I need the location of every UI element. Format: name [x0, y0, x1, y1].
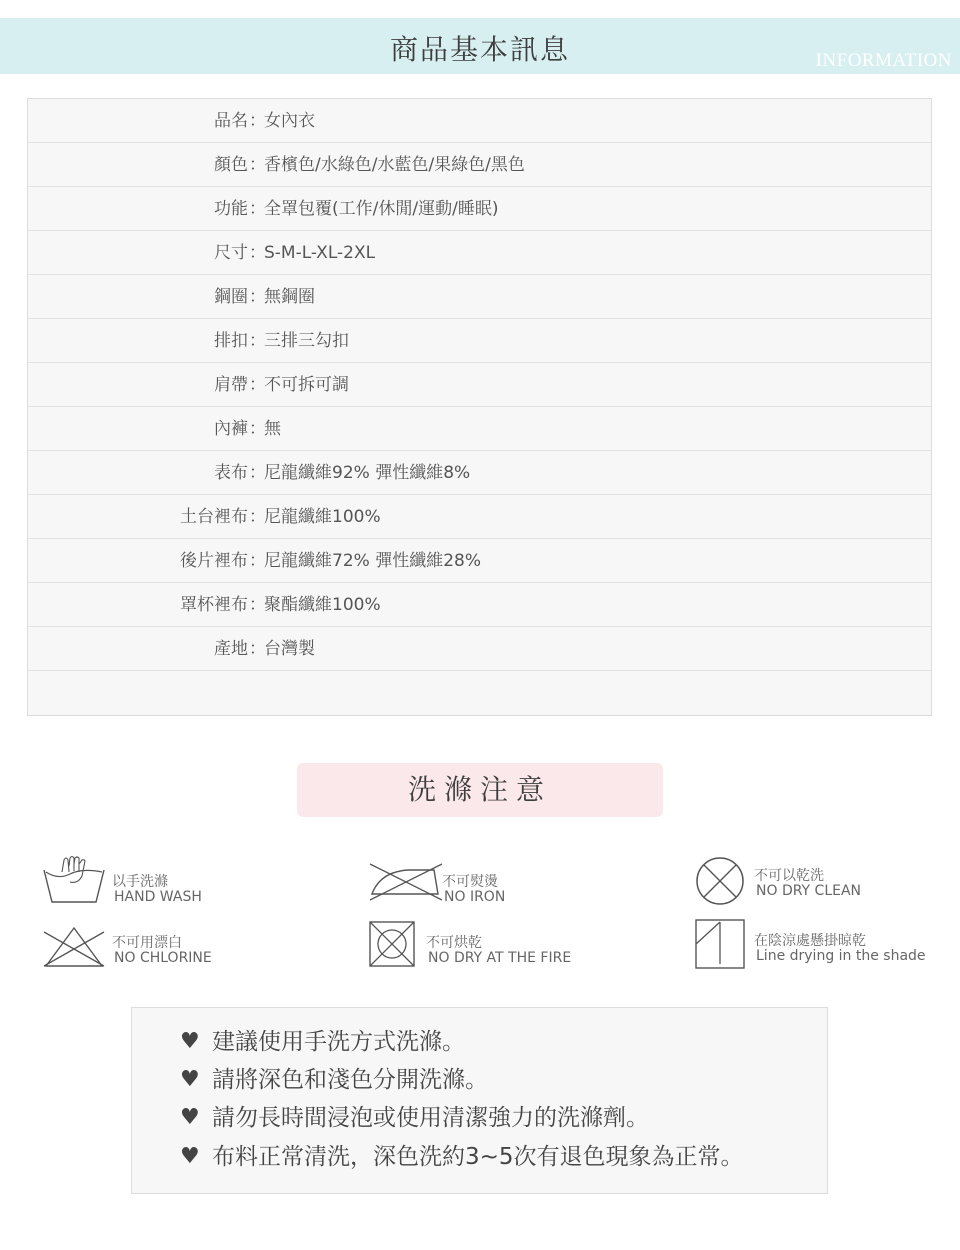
info-colon: ： [249, 507, 266, 527]
info-value: 無鋼圈 [264, 287, 315, 307]
info-value: 女內衣 [264, 111, 315, 131]
info-label: 顏色 [214, 155, 248, 175]
info-colon: ： [249, 551, 266, 571]
care-label-en: NO CHLORINE [114, 950, 212, 966]
care-label-en: NO DRY AT THE FIRE [428, 950, 572, 966]
note-text: 布料正常清洗，深色洗約3~5次有退色現象為正常。 [212, 1144, 744, 1170]
care-no-tumble-dry [368, 920, 588, 970]
info-label: 後片裡布 [180, 551, 248, 571]
info-value: 聚酯纖維100% [264, 595, 381, 615]
info-row-name [28, 99, 931, 143]
heart-icon: ♥ [180, 1067, 200, 1092]
info-row-outer-fabric [28, 451, 931, 495]
care-label-zh: 不可用漂白 [112, 935, 182, 951]
info-value: 香檳色/水綠色/水藍色/果綠色/黑色 [264, 155, 525, 175]
info-colon: ： [249, 155, 266, 175]
info-colon: ： [249, 243, 266, 263]
info-label: 排扣 [214, 331, 248, 351]
note-item [180, 1138, 744, 1176]
no-bleach-icon [42, 924, 106, 970]
care-label-en: NO IRON [444, 889, 506, 905]
info-label: 鋼圈 [214, 287, 248, 307]
info-row-back-lining [28, 539, 931, 583]
info-row-straps [28, 363, 931, 407]
info-value: 不可拆可調 [264, 375, 349, 395]
line-dry-shade-icon [694, 918, 746, 970]
info-value: 無 [264, 419, 281, 439]
note-text: 建議使用手洗方式洗滌。 [212, 1029, 465, 1055]
no-dry-clean-icon [694, 855, 746, 907]
care-label-zh: 不可熨燙 [442, 874, 498, 890]
product-info-table [27, 98, 932, 716]
info-label: 肩帶 [214, 375, 248, 395]
hand-wash-icon [42, 852, 106, 908]
info-row-cup-lining [28, 583, 931, 627]
heart-icon: ♥ [180, 1105, 200, 1130]
info-label: 內褲 [214, 419, 248, 439]
no-tumble-dry-icon [368, 920, 416, 968]
info-value: 三排三勾扣 [264, 331, 349, 351]
info-row-underwire [28, 275, 931, 319]
info-value: 尼龍纖維92% 彈性纖維8% [264, 463, 471, 483]
info-colon: ： [249, 639, 266, 659]
care-label-zh: 以手洗滌 [112, 874, 168, 890]
note-item [180, 1099, 649, 1137]
info-value: S-M-L-XL-2XL [264, 243, 376, 263]
info-label: 產地 [214, 639, 248, 659]
info-label: 功能 [214, 199, 248, 219]
info-colon: ： [249, 331, 266, 351]
care-label-zh: 在陰涼處懸掛晾乾 [754, 933, 866, 949]
info-value: 台灣製 [264, 639, 315, 659]
info-value: 尼龍纖維72% 彈性纖維28% [264, 551, 481, 571]
wash-notes-box [131, 1007, 828, 1194]
info-colon: ： [249, 595, 266, 615]
note-item [180, 1061, 488, 1099]
heart-icon: ♥ [180, 1144, 200, 1169]
info-label: 土台裡布 [180, 507, 248, 527]
care-label-zh: 不可烘乾 [426, 935, 482, 951]
info-label: 表布 [214, 463, 248, 483]
care-line-dry-shade [694, 918, 934, 970]
info-label: 尺寸 [214, 243, 248, 263]
info-colon: ： [249, 463, 266, 483]
note-text: 請將深色和淺色分開洗滌。 [212, 1067, 488, 1093]
info-row-size [28, 231, 931, 275]
care-label-en: HAND WASH [114, 889, 202, 905]
care-label-en: NO DRY CLEAN [756, 883, 862, 899]
info-row-function [28, 187, 931, 231]
care-no-chlorine [42, 924, 242, 972]
no-iron-icon [368, 858, 444, 904]
info-row-empty [28, 671, 931, 715]
info-row-color [28, 143, 931, 187]
page-title: 商品基本訊息 [389, 33, 570, 66]
care-no-dry-clean [694, 855, 914, 907]
info-colon: ： [249, 375, 266, 395]
care-label-en: Line drying in the shade [756, 948, 926, 964]
care-no-iron [368, 858, 568, 908]
info-colon: ： [249, 287, 266, 307]
info-colon: ： [249, 419, 266, 439]
info-label: 品名 [214, 111, 248, 131]
info-row-origin [28, 627, 931, 671]
info-value: 全罩包覆(工作/休閒/運動/睡眠) [264, 199, 499, 219]
info-colon: ： [249, 111, 266, 131]
care-hand-wash [42, 852, 242, 908]
info-row-briefs [28, 407, 931, 451]
info-colon: ： [249, 199, 266, 219]
info-row-base-lining [28, 495, 931, 539]
page-subtitle: INFORMATION [815, 50, 952, 71]
info-label: 罩杯裡布 [180, 595, 248, 615]
note-item [180, 1023, 465, 1061]
note-text: 請勿長時間浸泡或使用清潔強力的洗滌劑。 [212, 1105, 649, 1131]
info-row-hooks [28, 319, 931, 363]
info-value: 尼龍纖維100% [264, 507, 381, 527]
heart-icon: ♥ [180, 1029, 200, 1054]
care-label-zh: 不可以乾洗 [754, 868, 824, 884]
wash-title: 洗滌注意 [407, 773, 552, 806]
